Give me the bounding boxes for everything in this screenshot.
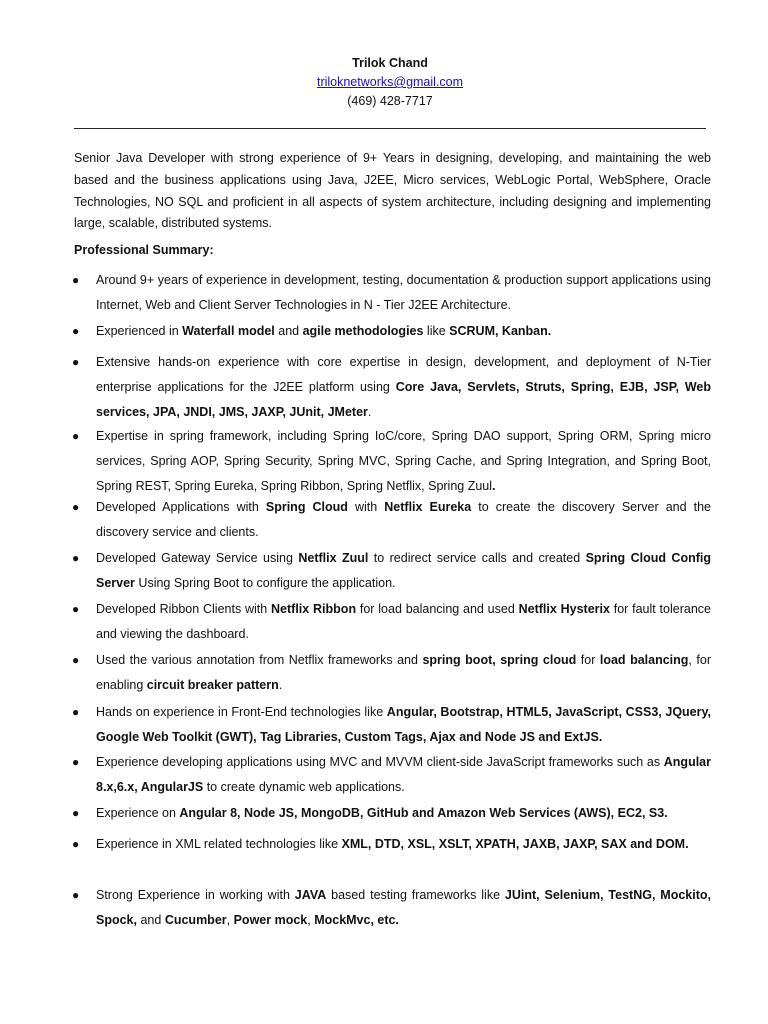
- bullet-bold-text: JAVA: [294, 888, 327, 902]
- summary-bullet-item: [72, 801, 711, 826]
- intro-paragraph: Senior Java Developer with strong experience of 9+ Years in designing, developing, and maintaining the web based and the business applications using Java, J2EE, Micro services, WebLogic Portal, WebSphere, Oracle Technologies, NO SQL and proficient in all aspects of system architecture, including designing and implementing large, scalable, distributed systems.: [74, 151, 711, 231]
- bullet-bold-text: spring boot, spring cloud: [422, 653, 577, 667]
- summary-bullet-item: [72, 883, 711, 933]
- summary-bullet-item: [72, 495, 711, 545]
- bullet-text: Used the various annotation from Netflix frameworks and: [96, 653, 423, 667]
- bullet-bold-text: Spring Cloud Config Server: [96, 551, 711, 590]
- bullet-text: to create dynamic web applications.: [203, 780, 405, 794]
- summary-bullet-item: [72, 832, 711, 857]
- bullet-bold-text: Core Java, Servlets, Struts, Spring, EJB, JSP, Web services, JPA, JNDI, JMS, JAXP, JUnit, JMeter: [96, 380, 711, 419]
- bullet-bold-text: Angular 8, Node JS, MongoDB, GitHub and Amazon Web Services (AWS), EC2, S3.: [179, 806, 668, 820]
- bullet-text: Experienced in: [96, 324, 183, 338]
- bullet-bold-text: JUint, Selenium, TestNG, Mockito, Spock,: [96, 888, 711, 927]
- summary-bullet-item: [72, 424, 711, 499]
- bullet-text: Around 9+ years of experience in development, testing, documentation & production support applications using Internet, Web and Client Server Technologies in N - Tier J2EE Architecture.: [96, 273, 711, 312]
- bullet-dot-icon: ●: [72, 888, 80, 902]
- bullet-bold-text: Cucumber: [164, 913, 227, 927]
- summary-bullet-item: [72, 319, 711, 344]
- bullet-bold-text: Netflix Eureka: [384, 500, 472, 514]
- bullet-dot-icon: ●: [72, 429, 80, 443]
- bullet-dot-icon: ●: [72, 324, 80, 338]
- bullet-text: for: [576, 653, 600, 667]
- summary-bullet-item: [72, 546, 711, 596]
- bullet-text: ,: [307, 913, 315, 927]
- bullet-text: Experience in XML related technologies like: [96, 837, 342, 851]
- summary-bullet-item: [72, 750, 711, 800]
- bullet-bold-text: load balancing: [599, 653, 689, 667]
- bullet-bold-text: Spring Cloud: [265, 500, 348, 514]
- bullet-dot-icon: ●: [72, 551, 80, 565]
- summary-bullet-item: [72, 648, 711, 698]
- bullet-dot-icon: ●: [72, 806, 80, 820]
- bullet-text: Strong Experience in working with: [96, 888, 295, 902]
- bullet-dot-icon: ●: [72, 755, 80, 769]
- bullet-text: Developed Gateway Service using: [96, 551, 299, 565]
- summary-bullet-item: [72, 350, 711, 425]
- bullet-text: Expertise in spring framework, including Spring IoC/core, Spring DAO support, Spring ORM, Spring micro services, Spring AOP, Spring Security, Spring MVC, Spring Cache, and Spring Integration, and Spring Boot, Spring REST, Spring Eureka, Spring Ribbon, Spring Netflix, Spring Zuul: [96, 429, 711, 493]
- summary-bullet-item: [72, 597, 711, 647]
- bullet-bold-text: Netflix Ribbon: [271, 602, 357, 616]
- bullet-text: like: [423, 324, 450, 338]
- bullet-bold-text: Netflix Zuul: [298, 551, 369, 565]
- bullet-bold-text: .: [492, 479, 496, 493]
- bullet-bold-text: XML, DTD, XSL, XSLT, XPATH, JAXB, JAXP, SAX and DOM.: [341, 837, 689, 851]
- bullet-text: Developed Applications with: [96, 500, 266, 514]
- bullet-text: for load balancing and used: [356, 602, 519, 616]
- bullet-dot-icon: ●: [72, 705, 80, 719]
- bullet-text: .: [367, 405, 372, 419]
- phone-number: (469) 428-7717: [347, 94, 433, 108]
- bullet-bold-text: SCRUM, Kanban.: [449, 324, 552, 338]
- bullet-text: to create the discovery Server and the discovery service and clients.: [96, 500, 711, 539]
- summary-bullet-item: [72, 268, 711, 318]
- bullet-text: with: [347, 500, 385, 514]
- bullet-text: and: [137, 913, 165, 927]
- bullet-dot-icon: ●: [72, 500, 80, 514]
- bullet-bold-text: Angular 8.x,6.x, AngularJS: [96, 755, 711, 794]
- email-link[interactable]: triloknetworks@gmail.com: [316, 75, 464, 89]
- bullet-text: Experience developing applications using MVC and MVVM client-side JavaScript frameworks such as: [96, 755, 664, 769]
- bullet-bold-text: MockMvc, etc.: [314, 913, 399, 927]
- bullet-text: Experience on: [96, 806, 180, 820]
- bullet-text: .: [278, 678, 283, 692]
- bullet-text: , for enabling: [96, 653, 711, 692]
- professional-summary-heading: Professional Summary:: [74, 243, 214, 257]
- bullet-text: ,: [226, 913, 234, 927]
- bullet-text: Extensive hands-on experience with core expertise in design, development, and deployment of N-Tier enterprise applications for the J2EE platform using: [96, 355, 711, 394]
- bullet-text: to redirect service calls and created: [368, 551, 586, 565]
- bullet-bold-text: Netflix Hysterix: [518, 602, 610, 616]
- bullet-dot-icon: ●: [72, 273, 80, 287]
- summary-bullet-item: [72, 700, 711, 750]
- bullet-text: based testing frameworks like: [326, 888, 505, 902]
- bullet-text: Developed Ribbon Clients with: [96, 602, 272, 616]
- bullet-dot-icon: ●: [72, 837, 80, 851]
- bullet-dot-icon: ●: [72, 355, 80, 369]
- candidate-name: Trilok Chand: [352, 56, 428, 70]
- bullet-text: for fault tolerance and viewing the dashboard.: [96, 602, 711, 641]
- bullet-text: and: [274, 324, 303, 338]
- bullet-dot-icon: ●: [72, 653, 80, 667]
- bullet-bold-text: Power mock: [233, 913, 308, 927]
- bullet-dot-icon: ●: [72, 602, 80, 616]
- bullet-bold-text: Waterfall model: [182, 324, 275, 338]
- bullet-text: Hands on experience in Front-End technologies like: [96, 705, 387, 719]
- bullet-text: Using Spring Boot to configure the application.: [134, 576, 396, 590]
- bullet-bold-text: circuit breaker pattern: [146, 678, 279, 692]
- bullet-bold-text: agile methodologies: [302, 324, 424, 338]
- bullet-bold-text: Angular, Bootstrap, HTML5, JavaScript, CSS3, JQuery, Google Web Toolkit (GWT), Tag Libraries, Custom Tags, Ajax and Node JS and ExtJS.: [96, 705, 711, 744]
